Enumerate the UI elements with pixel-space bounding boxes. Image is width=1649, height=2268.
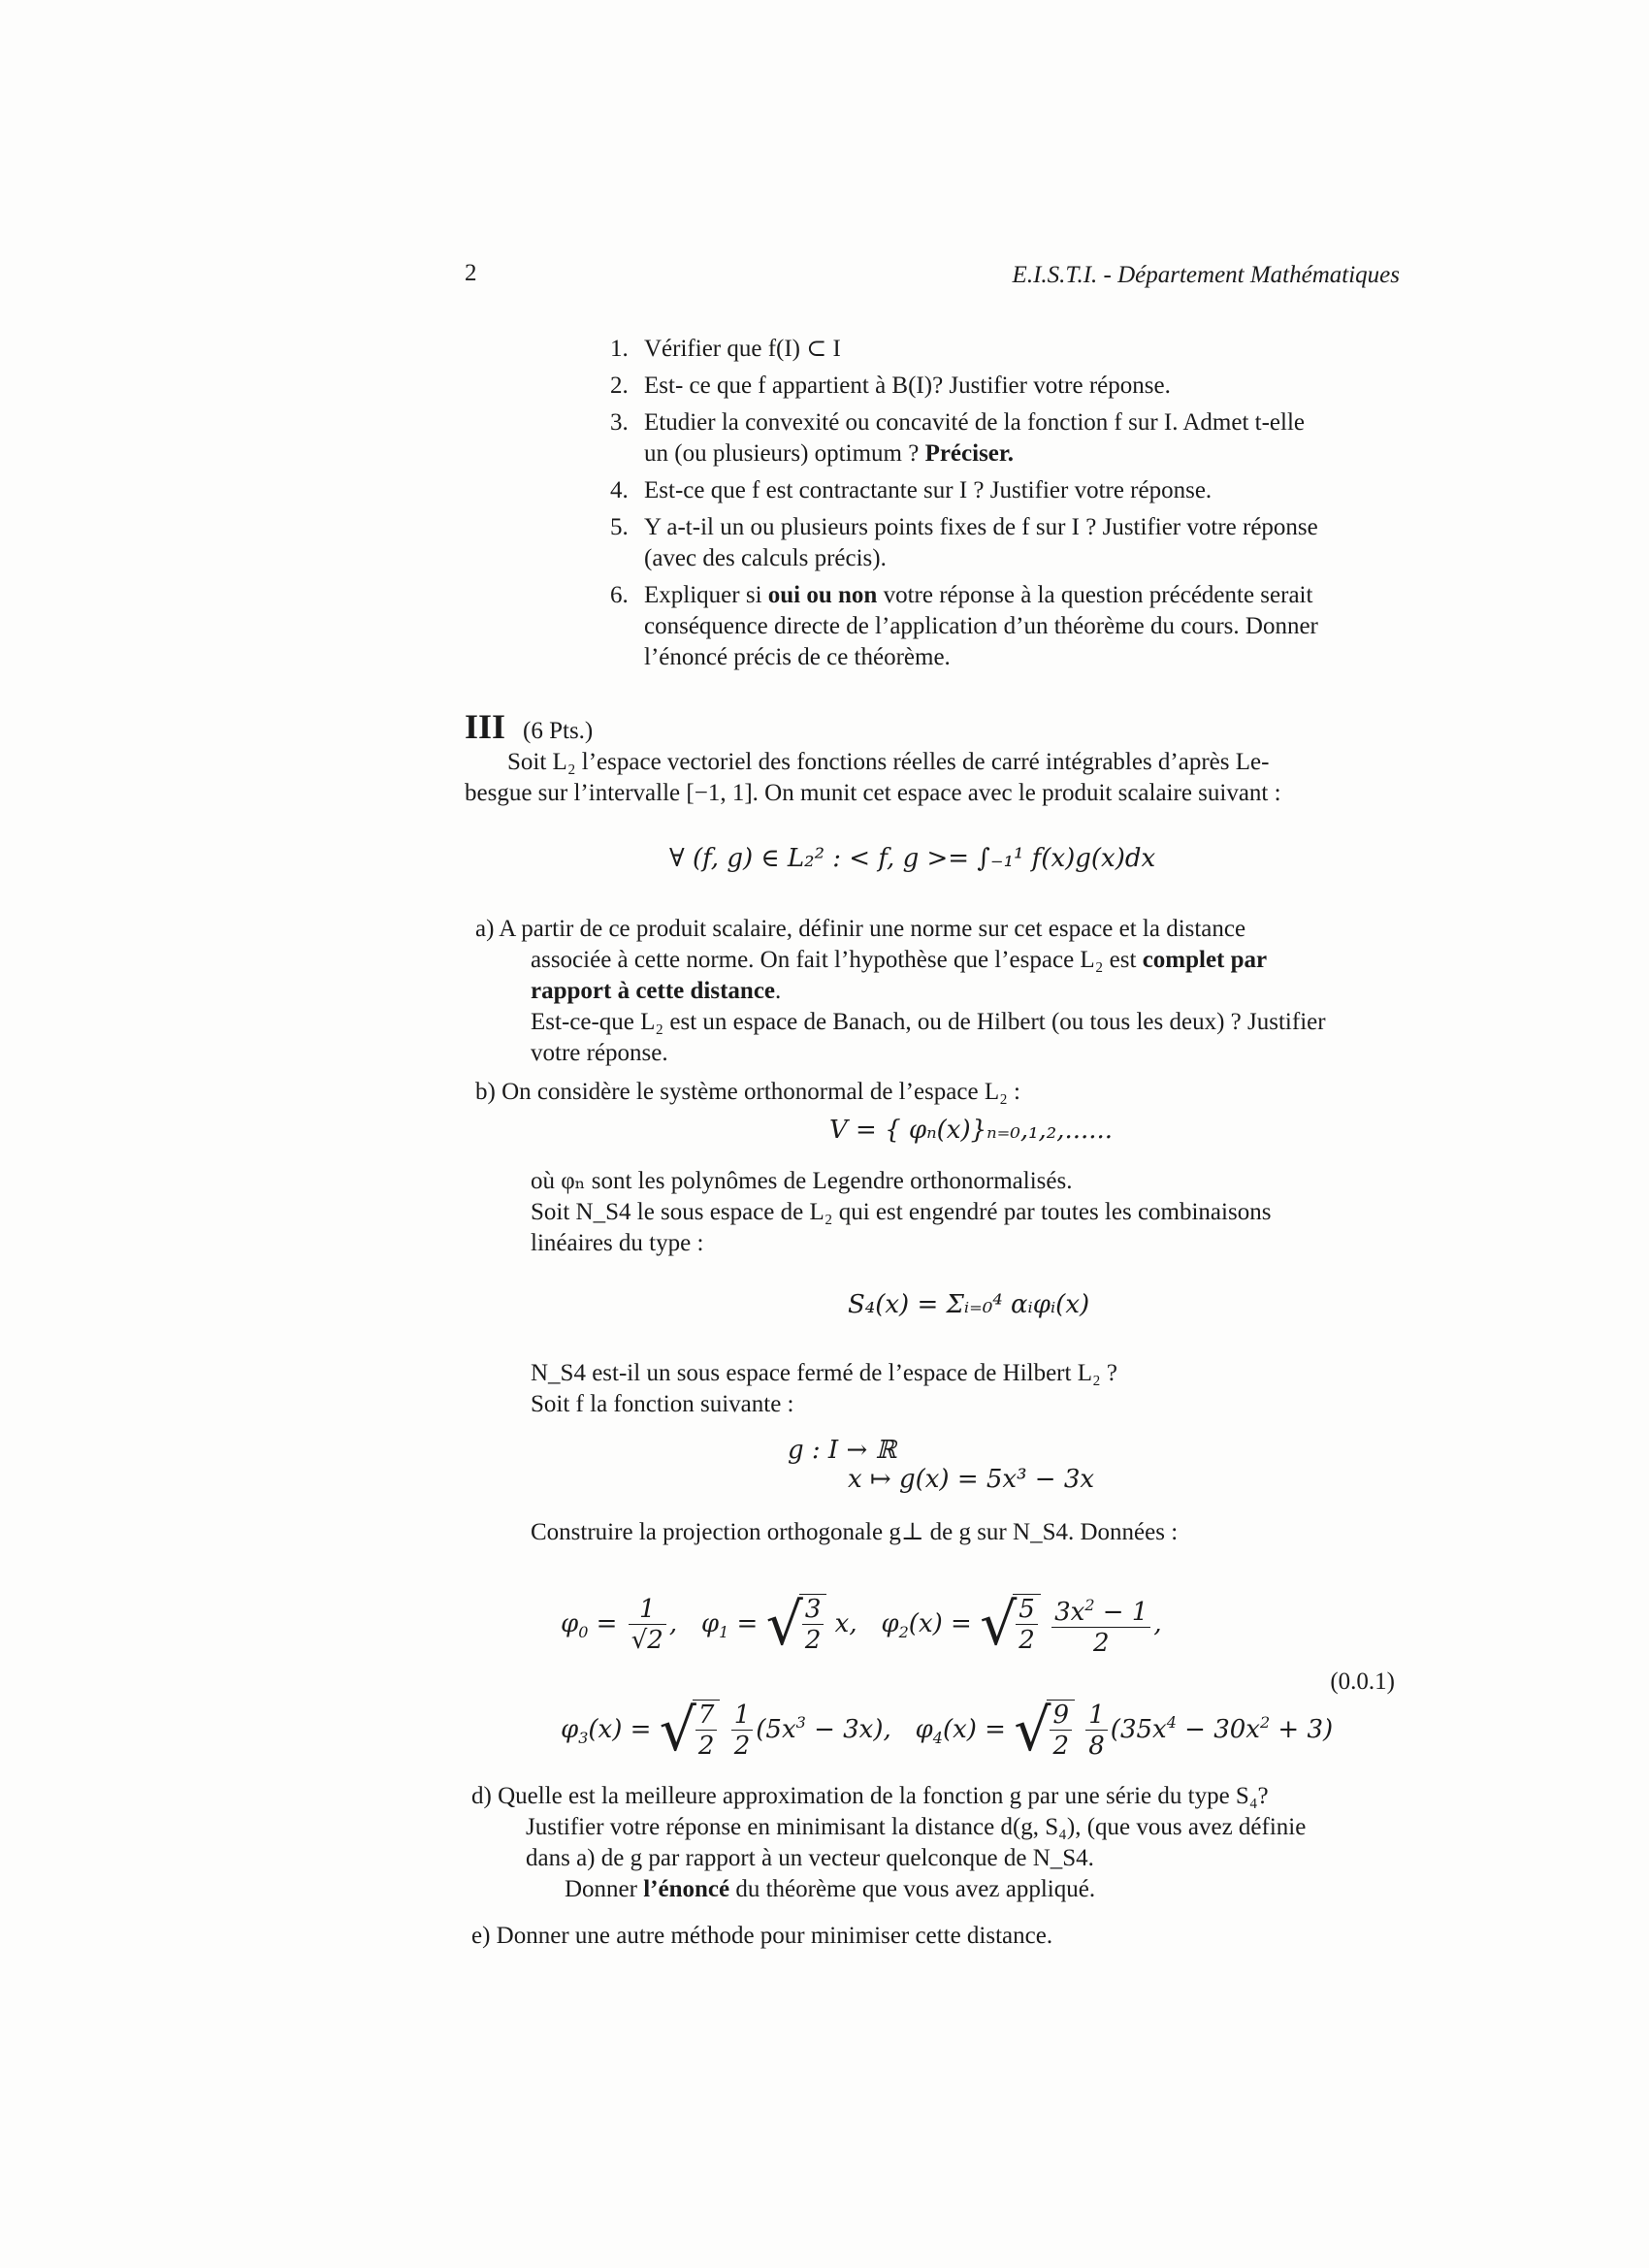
question-4: 4. Est-ce que f est contractante sur I ? Justifier votre réponse. [610,477,1212,503]
item-d: d) Quelle est la meilleure approximation de la fonction g par une série du type S₄? Justifier votre réponse en minimisant la distance d(g, S₄), (que vous avez définie dans a) de g par rapport à un vecteur quelconque de N_S4. Donner l’énoncé du théorème que vous avez appliqué. [471,1783,1307,1902]
legendre-line-2: $\varphi_3(x)$ = √ $\frac{7}{2}$ $\frac{1}{2}$ $(5x^3 - 3x)$, $\varphi_4(x)$ = √ $\frac{9}{2}$ $\frac{1}{8}$ $(35x^4 - 30x^2 + 3)$ [561,1697,1334,1765]
item-a: a) A partir de ce produit scalaire, définir une norme sur cet espace et la distance associée à cette norme. On fait l’hypothèse que l’espace L₂ est complet par rapport à cette distance. Est-ce-que L₂ est un espace de Banach, ou de Hilbert (ou tous les deux) ? Justifier votre réponse. [475,916,1326,1066]
question-6: 6. Expliquer si oui ou non votre réponse à la question précédente serait conséquence directe de l’application d’un théorème du cours. Donner l’énoncé précis de ce théorème. [610,582,1318,670]
item-b-body: où φₙ sont les polynômes de Legendre orthonormalisés. Soit N_S4 le sous espace de L₂ qui est engendré par toutes les combinaisons linéaires du type : [531,1168,1272,1256]
item-b-body-2: N_S4 est-il un sous espace fermé de l’espace de Hilbert L₂ ? Soit f la fonction suivante : [531,1360,1118,1417]
sum-formula: S₄(x) = Σᵢ₌₀⁴ αᵢφᵢ(x) [848,1290,1090,1319]
page-header-title: E.I.S.T.I. - Département Mathématiques [1012,262,1400,288]
projection-instruction: Construire la projection orthogonale g⊥ de g sur N_S4. Données : [531,1519,1179,1545]
orthonormal-system: V = { φₙ(x)}ₙ₌₀,₁,₂,...... [829,1116,1114,1145]
question-2: 2. Est- ce que f appartient à B(I)? Justifier votre réponse. [610,373,1171,399]
section-heading: III (6 Pts.) [465,707,594,746]
question-list [610,334,1420,673]
inner-product-formula: ∀ (f, g) ∈ L₂² : < f, g >= ∫₋₁¹ f(x)g(x)dx [669,844,1156,873]
legendre-line-1: $\varphi_0$ = $\frac{1}{√2}$ , $\varphi_1$ = √ $\frac{3}{2}$ x, $\varphi_2(x)$ = √ $\frac{5}{2}$ $\frac{3x^2 - 1}{2}$ , [561,1591,1162,1659]
section-intro: Soit L₂ l’espace vectoriel des fonctions réelles de carré intégrables d’après Le- besgue sur l’intervalle [−1, 1]. On munit cet espace avec le produit scalaire suivant : [465,749,1281,806]
item-e: e) Donner une autre méthode pour minimiser cette distance. [471,1923,1053,1949]
question-5: 5. Y a-t-il un ou plusieurs points fixes de f sur I ? Justifier votre réponse (avec des calculs précis). [610,514,1318,571]
question-1: 1. Vérifier que f(I) ⊂ I [610,336,841,362]
item-b: b) On considère le système orthonormal de l’espace L₂ : [475,1079,1021,1105]
page-number: 2 [465,260,477,286]
equation-number: (0.0.1) [1330,1669,1395,1695]
map-definition: g : I → ℝ x ↦ g(x) = 5x³ − 3x [788,1436,1095,1494]
question-3: 3. Etudier la convexité ou concavité de la fonction f sur I. Admet t-elle un (ou plusieurs) optimum ? Préciser. [610,409,1306,467]
